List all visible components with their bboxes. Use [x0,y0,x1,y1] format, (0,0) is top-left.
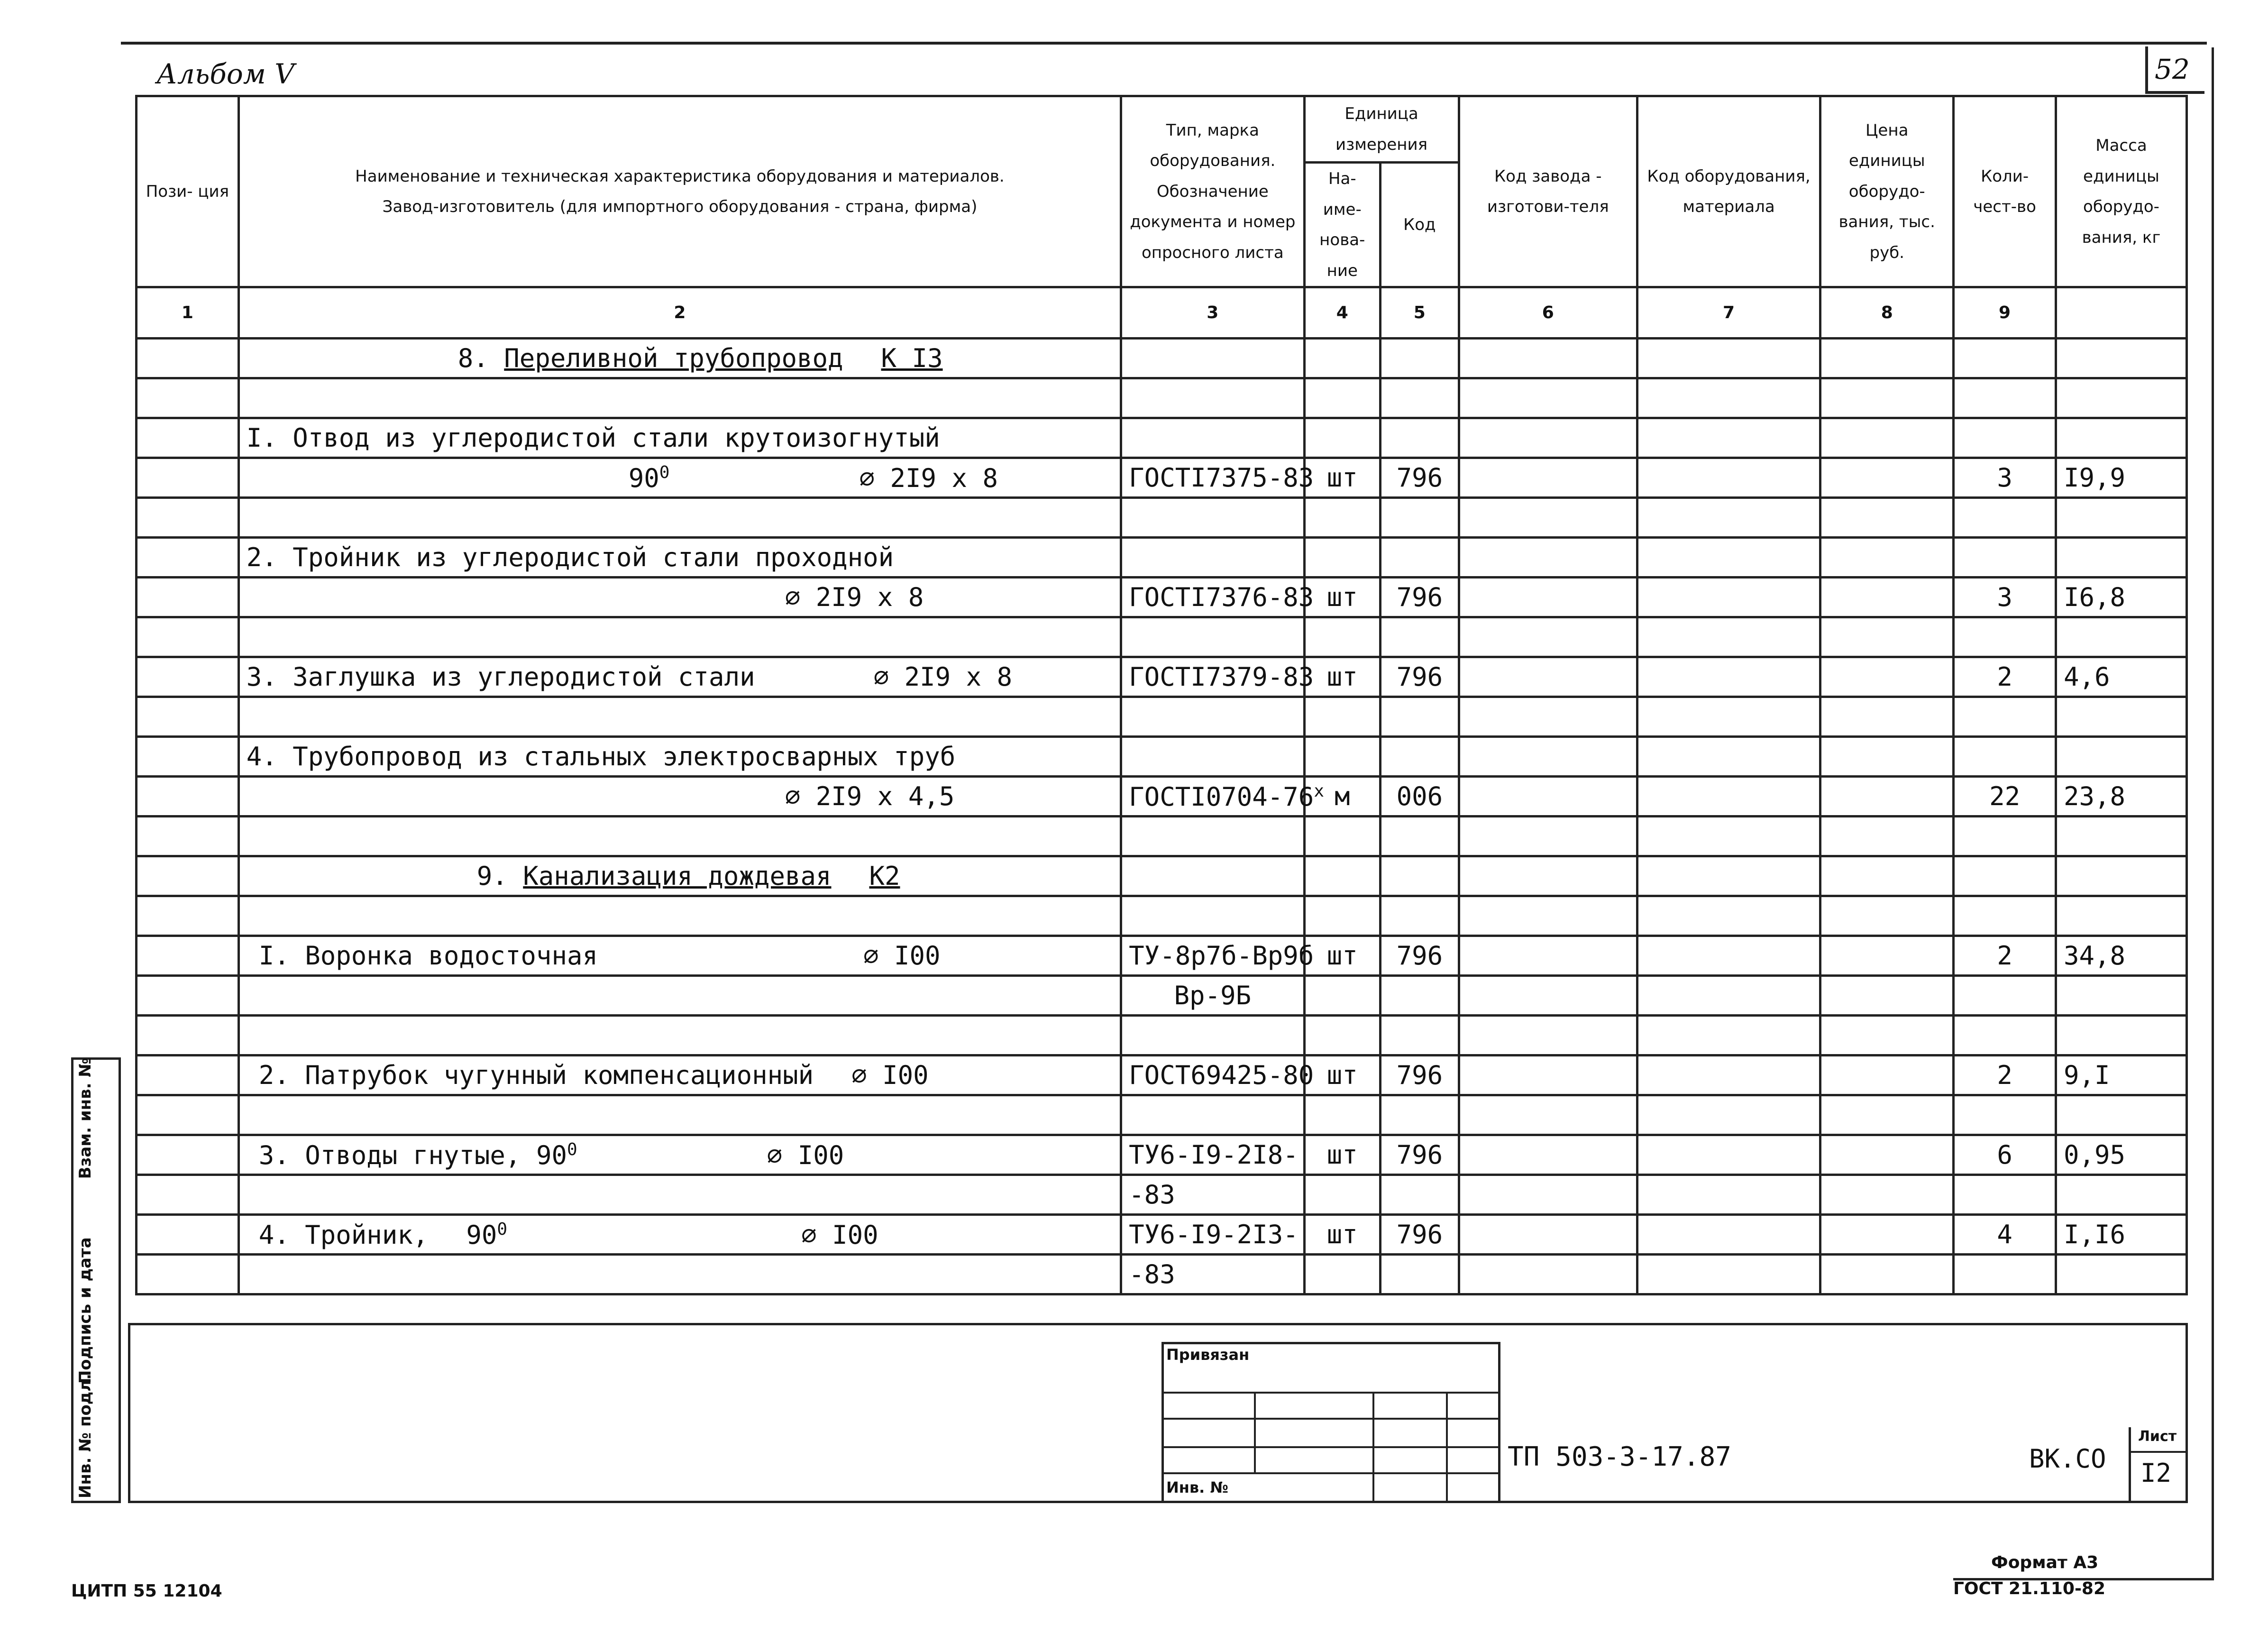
right-border-line [2212,47,2214,1579]
item-name: 3. Заглушка из углеродистой стали [246,662,755,692]
table-row [137,1055,2187,1095]
header-type: Тип, марка оборудования. Обозначение документа и номер опросного листа [1121,96,1304,287]
section-number: 9. [476,861,508,891]
table-row [137,976,2187,1016]
section-title: Канализация дождевая [523,861,832,891]
item-name: I. Отвод из углеродистой стали крутоизогнутый [238,418,1121,458]
item-name-size [238,1055,1121,1095]
item-name-size [238,1215,1121,1255]
document-mark: ВК.СО [2029,1444,2106,1474]
footer-left: ЦИТП 55 12104 [71,1581,222,1601]
table-row-empty [137,1095,2187,1135]
item-document: ГОСТI0704-76 [1129,781,1314,812]
header-plant-code: Код завода - изготови-теля [1459,96,1637,287]
table-row-empty [137,1016,2187,1055]
item-diameter: ⌀ I00 [767,1140,844,1170]
table-row-empty [137,817,2187,856]
item-name: I. Воронка водосточная [258,941,598,971]
item-diameter: ⌀ 2I9 x 8 [859,463,998,493]
item-name-size [238,936,1121,976]
item-diameter: ⌀ I00 [851,1060,929,1091]
item-unit: шт [1304,578,1381,617]
item-name: 4. Трубопровод из стальных электросварных труб [238,737,1121,777]
column-number: 6 [1459,287,1637,339]
item-unit-code: 796 [1381,1215,1459,1255]
side-label: Подпись и дата [76,1237,95,1384]
grid-line [1372,1392,1374,1503]
table-row-empty [137,617,2187,657]
item-document: ТУ6-I9-2I3- [1121,1215,1304,1255]
item-unit: шт [1304,1055,1381,1095]
column-number: 7 [1637,287,1820,339]
table-row-empty [137,378,2187,418]
section-code: К2 [869,861,900,891]
grid-line [1161,1418,1500,1420]
side-label: Инв. № подл. [76,1373,95,1498]
item-diameter: ⌀ 2I9 x 4,5 [238,777,1121,817]
footer-gost: ГОСТ 21.110-82 [1953,1579,2106,1598]
side-label: Взам. инв. № [76,1057,95,1179]
table-row [137,777,2187,817]
item-unit: шт [1304,1215,1381,1255]
header-name-line1: Наименование и техническая характеристика оборудования и материалов. [355,166,1005,186]
table-row [137,538,2187,578]
item-unit-code: 796 [1381,657,1459,697]
table-row [137,418,2187,458]
item-unit: шт [1304,657,1381,697]
item-angle: 90 [628,463,659,493]
section-number: 8. [457,343,489,374]
degree-mark: 0 [497,1219,508,1239]
item-quantity: 2 [1954,657,2056,697]
item-unit: шт [1304,1135,1381,1175]
column-number: 1 [137,287,239,339]
header-equipment-code: Код оборудования, материала [1637,96,1820,287]
section-title: Переливной трубопровод [504,343,843,374]
table-row [137,1215,2187,1255]
item-name: 2. Патрубок чугунный компенсационный [258,1060,814,1091]
table-row [137,458,2187,498]
title-block [128,1323,2188,1503]
table-row-empty [137,498,2187,538]
item-unit-code: 796 [1381,936,1459,976]
item-document: ТУ6-I9-2I8- [1121,1135,1304,1175]
item-name: 2. Тройник из углеродистой стали проходной [238,538,1121,578]
item-unit-code: 796 [1381,1135,1459,1175]
table-row [137,657,2187,697]
grid-line [1446,1392,1448,1503]
sheet-label: Лист [2138,1428,2177,1445]
item-quantity: 4 [1954,1215,2056,1255]
item-size [238,458,1121,498]
item-name-size [238,1135,1121,1175]
header-unit-group: Единица измерения [1304,96,1459,163]
table-row [137,1255,2187,1294]
item-document-cont: -83 [1121,1175,1304,1215]
degree-mark: 0 [659,462,670,482]
section-code: К I3 [881,343,943,374]
sheet-separator [2129,1451,2188,1453]
item-unit-code: 006 [1381,777,1459,817]
header-unit-code: Код [1381,163,1459,287]
item-quantity: 2 [1954,936,2056,976]
column-number: 9 [1954,287,2056,339]
grid-line [1161,1446,1500,1448]
item-angle: 90 [466,1220,497,1250]
table-row [137,737,2187,777]
item-unit: шт [1304,458,1381,498]
side-strip-text [76,1057,95,1498]
album-label: Альбом V [156,58,295,90]
header-name-line2: Завод-изготовитель (для импортного оборудования - страна, фирма) [382,197,978,217]
table-header-row [137,96,2187,163]
grid-line [1254,1392,1256,1472]
column-number: 5 [1381,287,1459,339]
binding-label: Привязан [1166,1346,1250,1364]
item-unit-code: 796 [1381,458,1459,498]
column-number: 4 [1304,287,1381,339]
item-mass: 34,8 [2056,936,2186,976]
item-diameter: ⌀ 2I9 x 8 [238,578,1121,617]
item-angle: 90 [536,1140,567,1170]
item-mass: 23,8 [2056,777,2186,817]
column-number: 2 [238,287,1121,339]
item-mass: 0,95 [2056,1135,2186,1175]
item-mass: I6,8 [2056,578,2186,617]
item-mass: 9,I [2056,1055,2186,1095]
item-diameter: ⌀ I00 [863,941,941,971]
item-mass: I,I6 [2056,1215,2186,1255]
item-document-cell [1121,777,1324,817]
item-diameter: ⌀ I00 [801,1220,878,1250]
item-name: 3. Отводы гнутые, [258,1140,521,1170]
item-diameter: ⌀ 2I9 x 8 [873,662,1013,692]
item-document-cont: Вр-9Б [1121,976,1304,1016]
item-unit: шт [1304,936,1381,976]
section-heading [238,856,1121,896]
item-document: ГОСТ69425-80 [1121,1055,1304,1095]
column-number-empty [2056,287,2186,339]
item-quantity: 6 [1954,1135,2056,1175]
item-quantity: 22 [1954,777,2056,817]
header-mass: Масса единицы оборудо-вания, кг [2056,96,2186,287]
item-name-size [238,657,1121,697]
item-document: ГОСТI7379-83 [1121,657,1304,697]
item-quantity: 3 [1954,578,2056,617]
degree-mark: 0 [567,1139,577,1159]
table-row [137,856,2187,896]
document-code: ТП 503-3-17.87 [1508,1441,1732,1472]
item-document-cont: -83 [1121,1255,1304,1294]
grid-line [1161,1472,1500,1474]
header-price: Цена единицы оборудо-вания, тыс. руб. [1820,96,1954,287]
column-number-row [137,287,2187,339]
inventory-label: Инв. № [1166,1478,1228,1496]
item-name: 4. Тройник, [258,1220,429,1250]
footer-format: Формат А3 [1991,1553,2099,1572]
item-document: ТУ-8р7б-Вр9б [1121,936,1304,976]
table-row [137,1175,2187,1215]
sheet-number: I2 [2140,1458,2172,1488]
item-quantity: 3 [1954,458,2056,498]
table-row [137,339,2187,378]
top-rule [121,42,2207,45]
column-number: 8 [1820,287,1954,339]
item-mass: 4,6 [2056,657,2186,697]
header-quantity: Коли-чест-во [1954,96,2056,287]
header-position: Пози- ция [137,96,239,287]
document-mark: x [1314,781,1324,801]
table-row [137,936,2187,976]
item-document: ГОСТI7375-83 [1121,458,1304,498]
section-heading [238,339,1121,378]
table-row [137,578,2187,617]
column-number: 3 [1121,287,1304,339]
table-row-empty [137,896,2187,936]
item-unit-code: 796 [1381,578,1459,617]
item-quantity: 2 [1954,1055,2056,1095]
item-unit-code: 796 [1381,1055,1459,1095]
header-name [238,96,1121,287]
table-row-empty [137,697,2187,737]
table-row [137,1135,2187,1175]
item-mass: I9,9 [2056,458,2186,498]
page-number: 52 [2155,53,2190,85]
grid-line [1161,1392,1500,1394]
item-document: ГОСТI7376-83 [1121,578,1304,617]
header-unit-name: На-име-нова-ние [1304,163,1381,287]
specification-table [135,95,2188,1295]
item-unit: м [1304,777,1381,817]
